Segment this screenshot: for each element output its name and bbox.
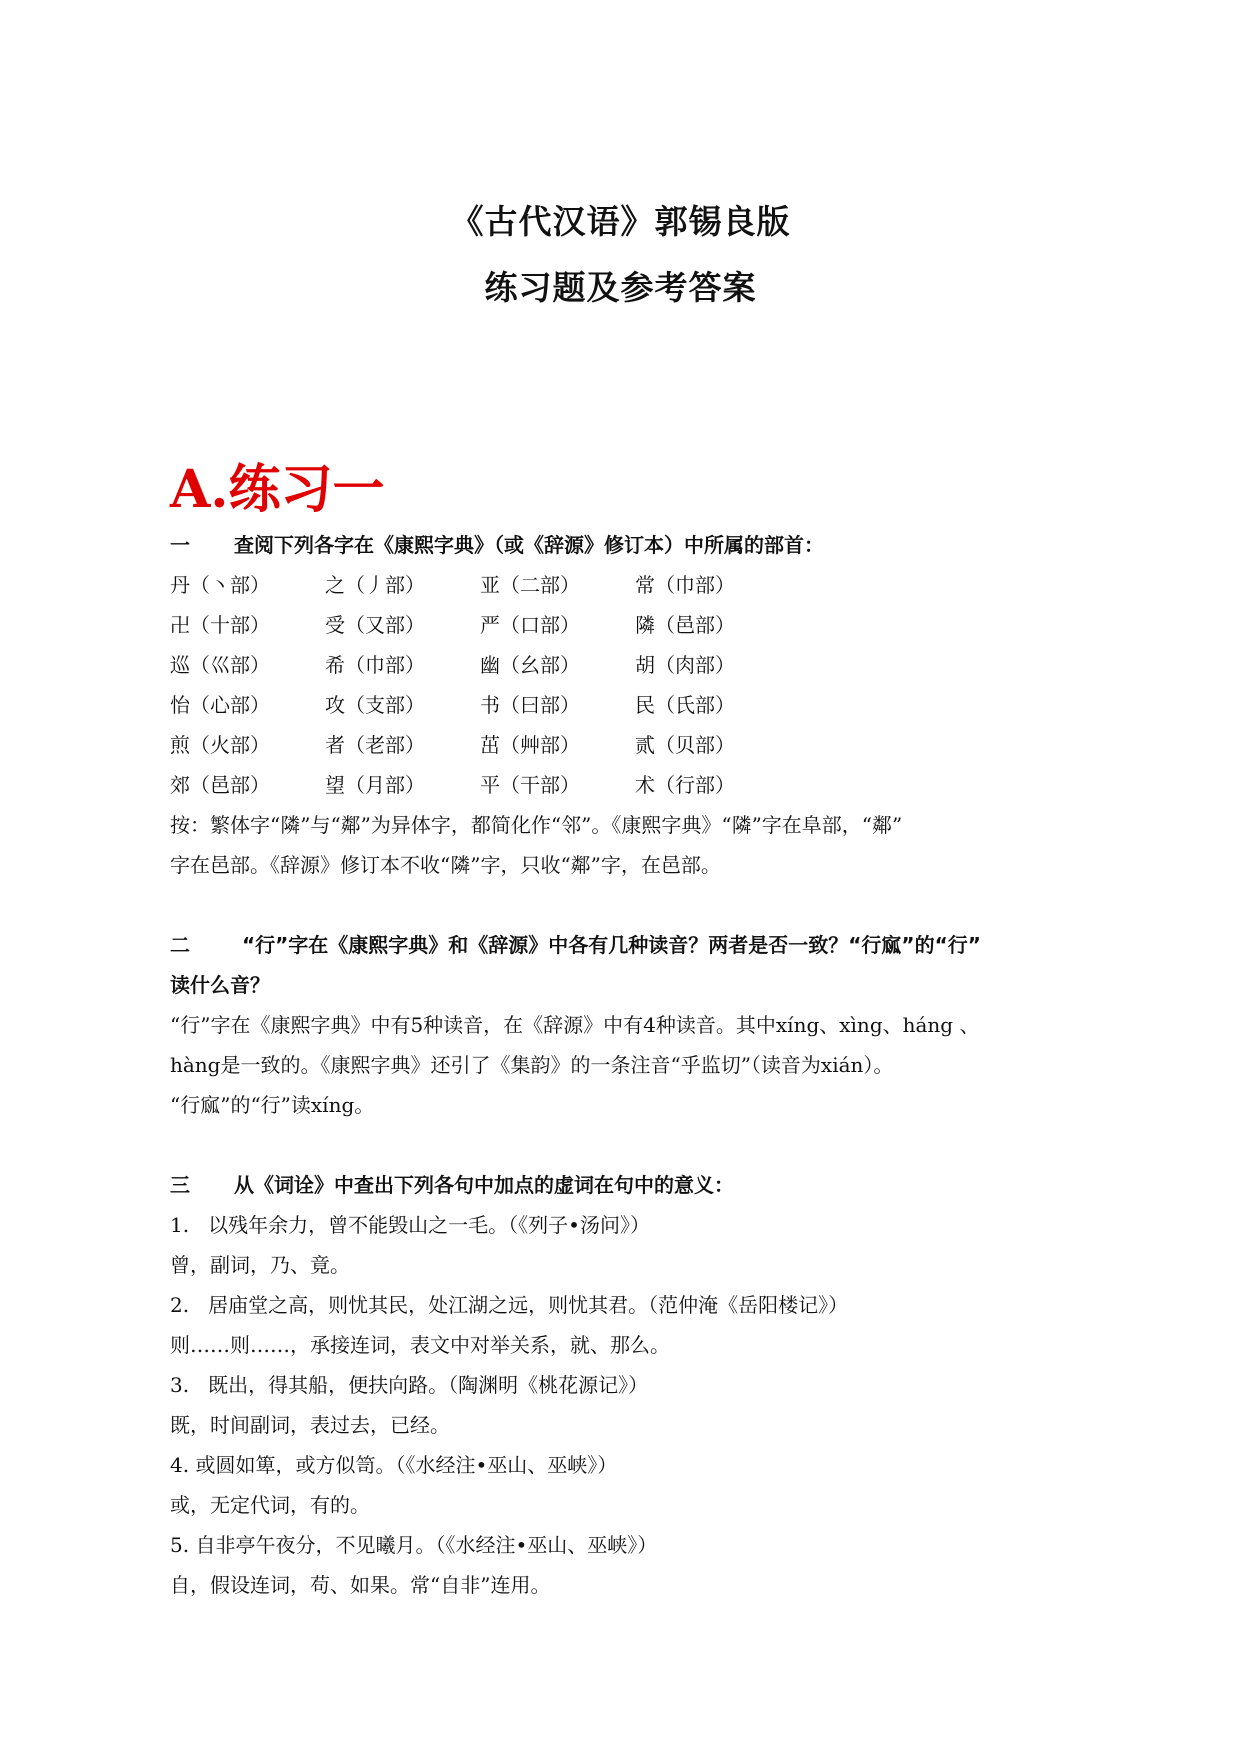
radical-entry: 者（老部）	[325, 733, 425, 757]
question-3-heading	[170, 1165, 1070, 1205]
answer-line: “行”字在《康熙字典》中有5种读音，在《辞源》中有4种读音。其中xíng、xìng、háng 、	[170, 1013, 980, 1037]
radical-entry: 攻（支部）	[325, 693, 425, 717]
answer-line: “行寙”的“行”读xíng。	[170, 1093, 375, 1117]
question-number: 二	[170, 933, 190, 957]
radical-entry: 郊（邑部）	[170, 773, 270, 797]
radical-entry: 怡（心部）	[170, 693, 270, 717]
example-answer: 则……则……，承接连词，表文中对举关系，就、那么。	[170, 1333, 670, 1357]
radical-entry: 民（氏部）	[635, 693, 735, 717]
spacer	[170, 885, 1070, 925]
section-heading: A.练习一	[170, 459, 385, 520]
question-2-heading-cont: 读什么音？	[170, 973, 270, 997]
radical-entry: 丹（丶部）	[170, 573, 270, 597]
radical-entry: 卍（十部）	[170, 613, 270, 637]
radical-entry: 书（曰部）	[480, 693, 580, 717]
radical-entry: 望（月部）	[325, 773, 425, 797]
content-body	[170, 455, 1070, 1605]
radical-entry: 胡（肉部）	[635, 653, 735, 677]
radical-row	[170, 565, 1070, 605]
document-title: 《古代汉语》郭锡良版	[450, 202, 791, 241]
answer-line: hàng是一致的。《康熙字典》还引了《集韵》的一条注音“乎监切”（读音为xián）。	[170, 1053, 894, 1077]
radical-row	[170, 685, 1070, 725]
radical-entry: 贰（贝部）	[635, 733, 735, 757]
question-number: 一	[170, 533, 190, 557]
radical-entry: 隣（邑部）	[635, 613, 735, 637]
spacer	[170, 1125, 1070, 1165]
radical-entry: 术（行部）	[635, 773, 735, 797]
example-answer: 既，时间副词，表过去，已经。	[170, 1413, 450, 1437]
radical-entry: 受（又部）	[325, 613, 425, 637]
radical-entry: 严（口部）	[480, 613, 580, 637]
example-sentence: 5. 自非亭午夜分，不见曦月。（《水经注•巫山、巫峡》）	[170, 1533, 658, 1557]
question-1-heading	[170, 525, 1070, 565]
example-sentence: 3. 既出，得其船，便扶向路。（陶渊明《桃花源记》）	[170, 1373, 649, 1397]
radical-entry: 平（干部）	[480, 773, 580, 797]
question-text: “行”字在《康熙字典》和《辞源》中各有几种读音？两者是否一致？“行寙”的“行”	[242, 933, 981, 957]
question-2-heading	[170, 925, 1070, 965]
example-sentence: 4. 或圆如箄，或方似笥。（《水经注•巫山、巫峡》）	[170, 1453, 618, 1477]
example-answer: 自，假设连词，苟、如果。常“自非”连用。	[170, 1573, 551, 1597]
question-number: 三	[170, 1173, 190, 1197]
radical-entry: 煎（火部）	[170, 733, 270, 757]
example-answer: 或，无定代词，有的。	[170, 1493, 370, 1517]
radical-entry: 常（巾部）	[635, 573, 735, 597]
radical-entry: 巡（巛部）	[170, 653, 270, 677]
question-text: 查阅下列各字在《康熙字典》（或《辞源》修订本）中所属的部首：	[234, 533, 824, 557]
example-answer: 曾，副词，乃、竟。	[170, 1253, 350, 1277]
radical-row	[170, 645, 1070, 685]
radical-row	[170, 725, 1070, 765]
example-sentence: 1. 以残年余力，曾不能毁山之一毛。（《列子•汤问》）	[170, 1213, 650, 1237]
radical-row	[170, 605, 1070, 645]
question-text: 从《词诠》中查出下列各句中加点的虚词在句中的意义：	[234, 1173, 734, 1197]
radical-entry: 幽（幺部）	[480, 653, 580, 677]
radical-entry: 之（丿部）	[325, 573, 425, 597]
document-subtitle: 练习题及参考答案	[484, 268, 757, 307]
radical-entry: 希（巾部）	[325, 653, 425, 677]
radical-entry: 茁（艸部）	[480, 733, 580, 757]
radical-entry: 亚（二部）	[480, 573, 580, 597]
note-line: 字在邑部。《辞源》修订本不收“隣”字，只收“鄰”字，在邑部。	[170, 853, 721, 877]
note-line: 按：繁体字“隣”与“鄰”为异体字，都简化作“邻”。《康熙字典》“隣”字在阜部，“鄰”	[170, 813, 903, 837]
radical-row	[170, 765, 1070, 805]
example-sentence: 2. 居庙堂之高，则忧其民，处江湖之远，则忧其君。（范仲淹《岳阳楼记》）	[170, 1293, 849, 1317]
